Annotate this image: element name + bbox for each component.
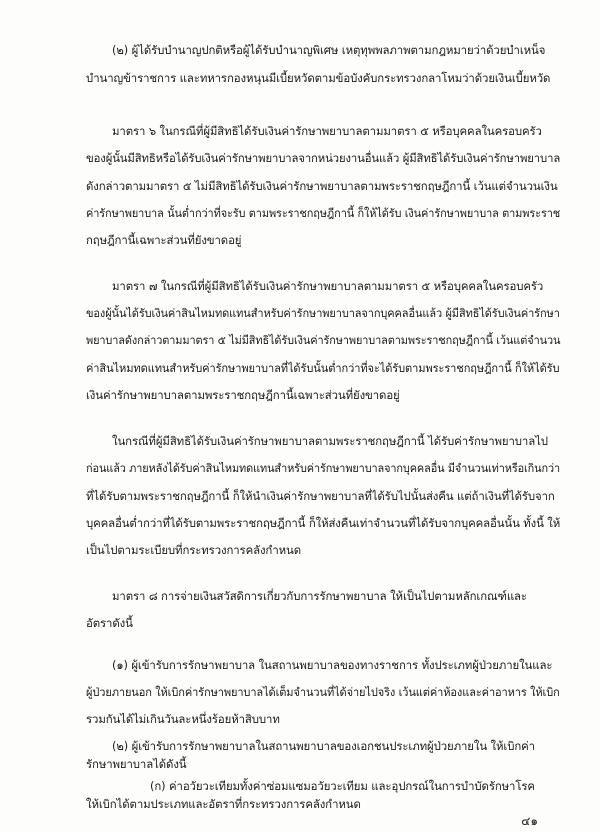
text-line: ให้เบิกได้ตามประเภทและอัตราที่กระทรวงการคลังกำหนด <box>86 797 361 811</box>
section-6-heading: มาตรา ๖ ในกรณีที่ผู้มีสิทธิได้รับเงินค่ารักษาพยาบาลตามมาตรา ๕ หรือบุคคลในครอบครัว <box>112 124 542 138</box>
text-line: รักษาพยาบาลได้ดังนี้ <box>86 757 187 771</box>
page-number: ๔๑ <box>521 814 538 828</box>
text-line: ค่ารักษาพยาบาล นั้นต่ำกว่าที่จะรับ ตามพระราชกฤษฎีกานี้ ก็ให้ได้รับ เงินค่ารักษาพยาบาล ตามพระราช <box>86 206 561 220</box>
text-line: ของผู้นั้นได้รับเงินค่าสินไหมทดแทนสำหรับค่ารักษาพยาบาลจากบุคคลอื่นแล้ว ผู้มีสิทธิได้รับเงินค่ารักษา <box>86 306 560 320</box>
text-line: ในกรณีที่ผู้มีสิทธิได้รับเงินค่ารักษาพยาบาลตามพระราชกฤษฎีกานี้ ได้รับค่ารักษาพยาบาลไป <box>112 434 548 448</box>
text-line: พยาบาลดังกล่าวตามมาตรา ๕ ไม่มีสิทธิได้รับเงินค่ารักษาพยาบาลตามพระราชกฤษฎีกานี้ เว้นแต่จำนวน <box>86 333 561 347</box>
text-line: ก่อนแล้ว ภายหลังได้รับค่าสินไหมทดแทนสำหรับค่ารักษาพยาบาลจากบุคคลอื่น มีจำนวนเท่าหรือเกินกว่า <box>86 461 561 475</box>
section-7-heading: มาตรา ๗ ในกรณีที่ผู้มีสิทธิได้รับเงินค่ารักษาพยาบาลตามมาตรา ๕ หรือบุคคลในครอบครัว <box>112 279 544 293</box>
text-line: (๒) ผู้ได้รับบำนาญปกติหรือผู้ได้รับบำนาญพิเศษ เหตุทุพพลภาพตามกฎหมายว่าด้วยบำเหน็จ <box>112 43 546 57</box>
text-line: (๑) ผู้เข้ารับการรักษาพยาบาล ในสถานพยาบาลของทางราชการ ทั้งประเภทผู้ป่วยภายในและ <box>112 658 553 672</box>
text-line: ค่าสินไหมทดแทนสำหรับค่ารักษาพยาบาลที่ได้รับนั้นต่ำกว่าที่จะได้รับตามพระราชกฤษฎีกานี้ ก็ให้ได้รับ <box>86 361 560 375</box>
text-line: เป็นไปตามระเบียบที่กระทรวงการคลังกำหนด <box>86 543 302 557</box>
text-line: บุคคลอื่นต่ำกว่าที่ได้รับตามพระราชกฤษฎีกานี้ ก็ให้ส่งคืนเท่าจำนวนที่ได้รับจากบุคคลอื่นนั้น ทั้งนี้ ให้ <box>86 516 561 530</box>
text-line: (ก) ค่าอวัยวะเทียมทั้งค่าซ่อมแซมอวัยวะเทียม และอุปกรณ์ในการบำบัดรักษาโรค <box>150 779 535 793</box>
text-line: อัตราดังนี้ <box>86 616 133 630</box>
text-line: กฤษฎีกานี้เฉพาะส่วนที่ยังขาดอยู่ <box>86 233 242 247</box>
section-8-heading: มาตรา ๘ การจ่ายเงินสวัสดิการเกี่ยวกับการรักษาพยาบาล ให้เป็นไปตามหลักเกณฑ์และ <box>112 589 527 603</box>
text-line: ผู้ป่วยภายนอก ให้เบิกค่ารักษาพยาบาลได้เต็มจำนวนที่ได้จ่ายไปจริง เว้นแต่ค่าห้องและค่าอาหาร ให้เบิก <box>86 685 560 699</box>
text-line: ของผู้นั้นมีสิทธิหรือได้รับเงินค่ารักษาพยาบาลจากหน่วยงานอื่นแล้ว ผู้มีสิทธิได้รับเงินค่ารักษาพยาบาล <box>86 151 561 165</box>
text-line: บำนาญข้าราชการ และทหารกองหนุนมีเบี้ยหวัดตามข้อบังคับกระทรวงกลาโหมว่าด้วยเงินเบี้ยหวัด <box>86 71 551 85</box>
text-line: รวมกันได้ไม่เกินวันละหนึ่งร้อยห้าสิบบาท <box>86 712 280 726</box>
text-line: ที่ได้รับตามพระราชกฤษฎีกานี้ ก็ให้นำเงินค่ารักษาพยาบาลที่ได้รับไปนั้นส่งคืน แต่ถ้าเงินที่ได้รับจาก <box>86 489 555 503</box>
text-line: เงินค่ารักษาพยาบาลตามพระราชกฤษฎีกานี้เฉพาะส่วนที่ยังขาดอยู่ <box>86 388 400 402</box>
text-line: (๒) ผู้เข้ารับการรักษาพยาบาลในสถานพยาบาลของเอกชนประเภทผู้ป่วยภายใน ให้เบิกค่า <box>112 739 535 753</box>
text-line: ดังกล่าวตามมาตรา ๕ ไม่มีสิทธิได้รับเงินค่ารักษาพยาบาลตามพระราชกฤษฎีกานี้ เว้นแต่จำนวนเงิน <box>86 179 558 193</box>
